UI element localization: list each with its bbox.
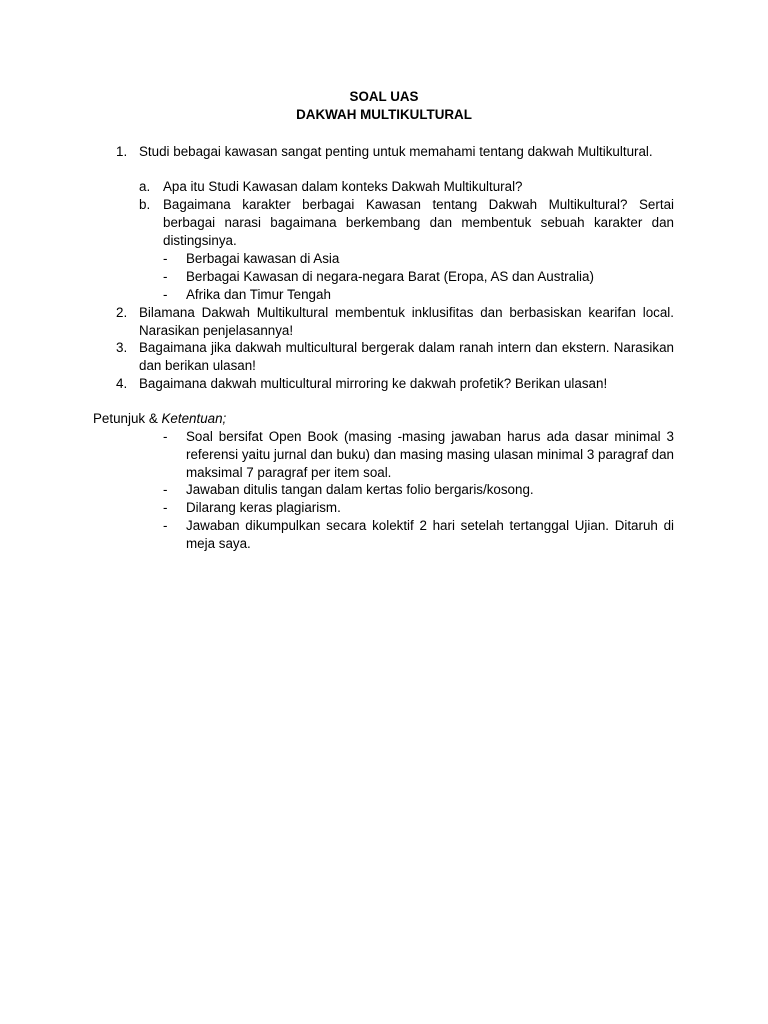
instruction-item-2: Jawaban ditulis tangan dalam kertas folio bergaris/kosong. bbox=[186, 482, 534, 497]
q1-bullet-dash: - bbox=[163, 287, 168, 302]
instruction-item-1: Soal bersifat Open Book (masing -masing jawaban harus ada dasar minimal 3 referensi yaitu jurnal dan buku) dan masing masing ulasan minimal 3 paragraf dan maksimal 7 paragraf per item soal. bbox=[186, 429, 674, 480]
q1-number: 1. bbox=[116, 144, 128, 159]
q1-bullet-1: Berbagai kawasan di Asia bbox=[186, 251, 340, 266]
q1-text: Studi bebagai kawasan sangat penting untuk memahami tentang dakwah Multikultural. bbox=[139, 144, 653, 159]
instruction-dash: - bbox=[163, 518, 168, 533]
doc-title: SOAL UAS bbox=[349, 89, 419, 104]
q1-bullet-2: Berbagai Kawasan di negara-negara Barat (Eropa, AS dan Australia) bbox=[186, 269, 594, 284]
doc-subtitle: DAKWAH MULTIKULTURAL bbox=[296, 107, 472, 122]
q3-text: Bagaimana jika dakwah multicultural bergerak dalam ranah intern dan ekstern. Narasikan dan berikan ulasan! bbox=[139, 340, 674, 373]
q1a-text: Apa itu Studi Kawasan dalam konteks Dakwah Multikultural? bbox=[163, 179, 523, 194]
q1b-label: b. bbox=[139, 197, 151, 212]
q1-bullet-dash: - bbox=[163, 269, 168, 284]
q4-text: Bagaimana dakwah multicultural mirroring ke dakwah profetik? Berikan ulasan! bbox=[139, 376, 608, 391]
q2-text: Bilamana Dakwah Multikultural membentuk inklusifitas dan berbasiskan kearifan local. Narasikan penjelasannya! bbox=[139, 305, 674, 338]
q1-bullet-3: Afrika dan Timur Tengah bbox=[186, 287, 331, 302]
q1-bullet-dash: - bbox=[163, 251, 168, 266]
instruction-dash: - bbox=[163, 429, 168, 444]
q3-number: 3. bbox=[116, 340, 128, 355]
q2-number: 2. bbox=[116, 305, 128, 320]
instruction-item-3: Dilarang keras plagiarism. bbox=[186, 500, 341, 515]
instruction-item-4: Jawaban dikumpulkan secara kolektif 2 hari setelah tertanggal Ujian. Ditaruh di meja saya. bbox=[186, 518, 674, 551]
instructions-label: Petunjuk & bbox=[93, 411, 158, 426]
instruction-dash: - bbox=[163, 500, 168, 515]
q1a-label: a. bbox=[139, 179, 151, 194]
instruction-dash: - bbox=[163, 482, 168, 497]
q4-number: 4. bbox=[116, 376, 128, 391]
instructions-label-italic: Ketentuan; bbox=[161, 411, 227, 426]
instructions-heading bbox=[93, 410, 226, 428]
q1b-text: Bagaimana karakter berbagai Kawasan tentang Dakwah Multikultural? Sertai berbagai narasi bagaimana berkembang dan membentuk sebuah karakter dan distingsinya. bbox=[163, 197, 674, 248]
